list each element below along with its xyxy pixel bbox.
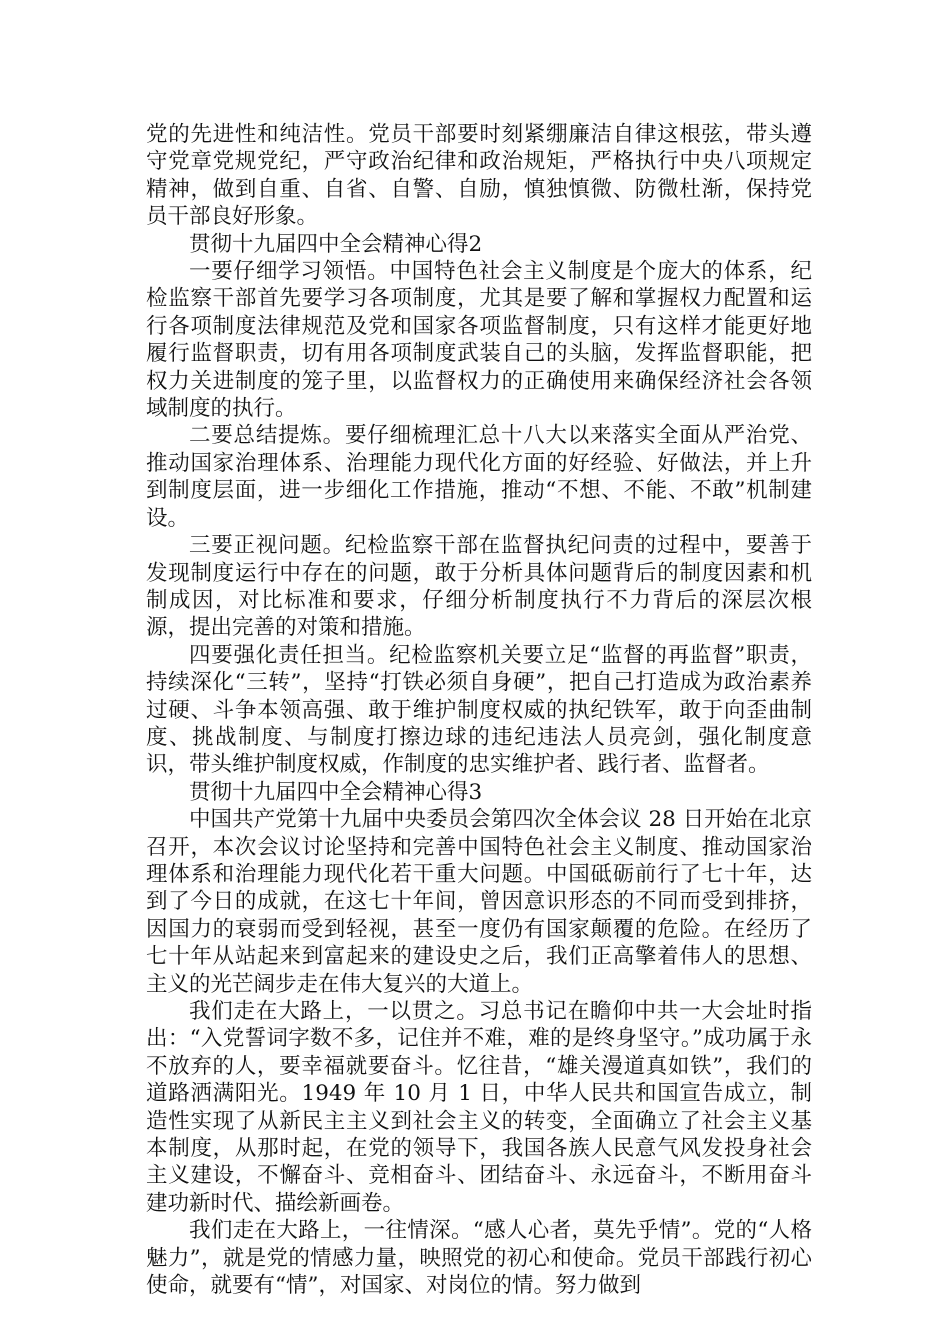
paragraph-continued: 党的先进性和纯洁性。党员干部要时刻紧绷廉洁自律这根弦，带头遵守党章党规党纪，严守政治纪律和政治规矩，严格执行中央八项规定精神，做到自重、自省、自警、自励，慎独慎微、防微杜渐，保持党员干部良好形象。	[146, 122, 812, 230]
paragraph: 二要总结提炼。要仔细梳理汇总十八大以来落实全面从严治党、推动国家治理体系、治理能力现代化方面的好经验、好做法，并上升到制度层面，进一步细化工作措施，推动“不想、不能、不敢”机制建设。	[146, 423, 812, 531]
paragraph: 一要仔细学习领悟。中国特色社会主义制度是个庞大的体系，纪检监察干部首先要学习各项制度，尤其是要了解和掌握权力配置和运行各项制度法律规范及党和国家各项监督制度，只有这样才能更好地履行监督职责，切有用各项制度武装自己的头脑，发挥监督职能，把权力关进制度的笼子里，以监督权力的正确使用来确保经济社会各领域制度的执行。	[146, 259, 812, 422]
section-heading-3: 贯彻十九届四中全会精神心得3	[189, 779, 483, 805]
paragraph: 三要正视问题。纪检监察干部在监督执纪问责的过程中，要善于发现制度运行中存在的问题，敢于分析具体问题背后的制度因素和机制成因，对比标准和要求，仔细分析制度执行不力背后的深层次根源，提出完善的对策和措施。	[146, 533, 812, 641]
paragraph: 我们走在大路上，一往情深。“感人心者，莫先乎情”。党的“人格魅力”，就是党的情感力量，映照党的初心和使命。党员干部践行初心使命，就要有“情”，对国家、对岗位的情。努力做到	[146, 1218, 812, 1299]
section-heading-2: 贯彻十九届四中全会精神心得2	[189, 231, 483, 257]
paragraph: 四要强化责任担当。纪检监察机关要立足“监督的再监督”职责，持续深化“三转”，坚持“打铁必须自身硬”，把自己打造成为政治素养过硬、斗争本领高强、敢于维护制度权威的执纪铁军，敢于向歪曲制度、挑战制度、与制度打擦边球的违纪违法人员亮剑，强化制度意识，带头维护制度权威，作制度的忠实维护者、践行者、监督者。	[146, 642, 812, 778]
document-page	[146, 121, 812, 1299]
paragraph: 中国共产党第十九届中央委员会第四次全体会议 28 日开始在北京召开，本次会议讨论坚持和完善中国特色社会主义制度、推动国家治理体系和治理能力现代化若干重大问题。中国砥砺前行了七十年，达到了今日的成就，在这七十年间，曾因意识形态的不同而受到排挤，因国力的衰弱而受到轻视，甚至一度仍有国家颠覆的危险。在经历了七十年从站起来到富起来的建设史之后，我们正高擎着伟人的思想、主义的光芒阔步走在伟大复兴的大道上。	[146, 807, 812, 997]
paragraph: 我们走在大路上，一以贯之。习总书记在瞻仰中共一大会址时指出：“入党誓词字数不多，记住并不难，难的是终身坚守。”成功属于永不放弃的人，要幸福就要奋斗。忆往昔，“雄关漫道真如铁”，我们的道路洒满阳光。1949 年 10 月 1 日，中华人民共和国宣告成立，制造性实现了从新民主主义到社会主义的转变，全面确立了社会主义基本制度，从那时起，在党的领导下，我国各族人民意气风发投身社会主义建设，不懈奋斗、竞相奋斗、团结奋斗、永远奋斗，不断用奋斗建功新时代、描绘新画卷。	[146, 999, 812, 1216]
